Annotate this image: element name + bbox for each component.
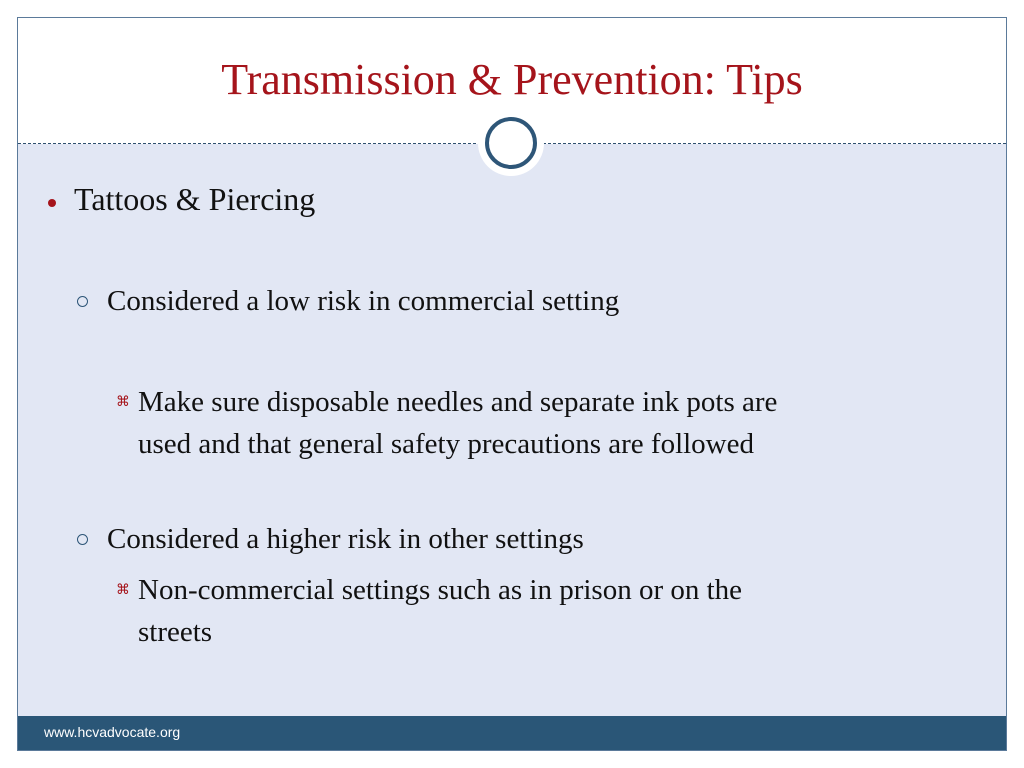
bullet-dot-icon [48, 199, 56, 207]
bullet-level3-line: Make sure disposable needles and separate ink pots are [138, 386, 778, 418]
cross-bullet-icon: ⌘ [116, 394, 130, 410]
hollow-bullet-icon [77, 296, 88, 307]
footer-url: www.hcvadvocate.org [44, 724, 181, 740]
cross-bullet-icon: ⌘ [116, 582, 130, 598]
slide [17, 17, 1007, 751]
ring-icon [485, 117, 537, 169]
slide-title: Transmission & Prevention: Tips [221, 55, 803, 104]
hollow-bullet-icon [77, 534, 88, 545]
footer-bar [18, 716, 1006, 750]
bullet-level3-line: used and that general safety precautions are followed [138, 428, 754, 460]
bullet-level2: Considered a low risk in commercial setting [107, 285, 620, 317]
bullet-level2: Considered a higher risk in other settings [107, 523, 584, 555]
bullet-level3-line: streets [138, 616, 213, 648]
bullet-level3-line: Non-commercial settings such as in prison or on the [138, 574, 743, 606]
bullet-level1: Tattoos & Piercing [74, 181, 316, 217]
